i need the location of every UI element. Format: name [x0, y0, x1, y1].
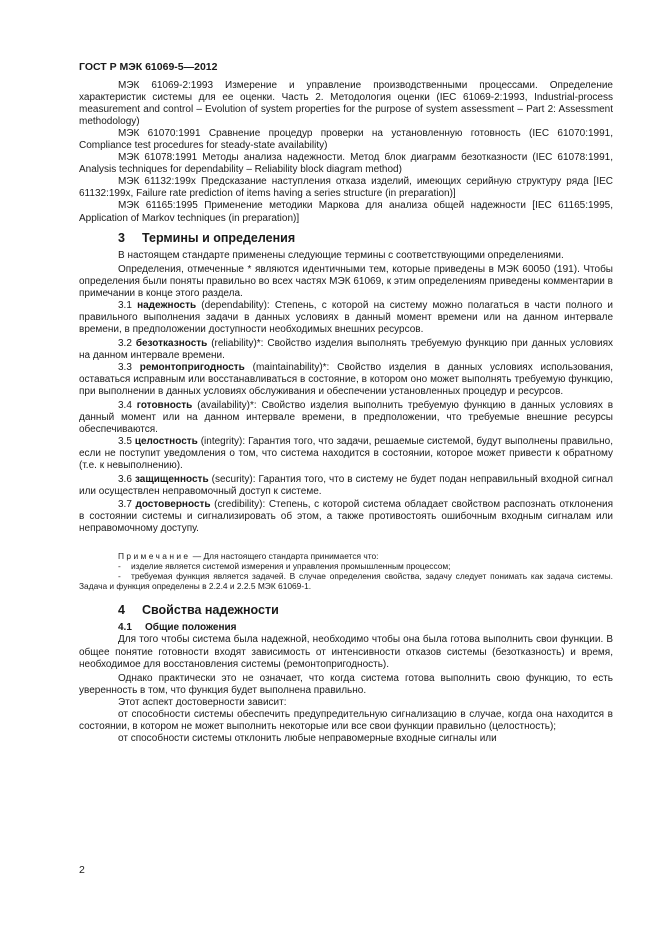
reference-item: МЭК 61069-2:1993 Измерение и управление производственными процессами. Определение характеристик системы для ее оценки. Часть 2. Методология оценки (IEC 61069-2:1993, Industrial-process measurement and control – Evolution of system properties for the purpose of system assessment – Part 2: Assessment methodology): [79, 80, 613, 128]
section-title: Свойства надежности: [142, 603, 279, 618]
term-definition: 3.2 безотказность (reliability)*: Свойство изделия выполнять требуемую функцию при данных условиях на данном интервале времени.: [79, 337, 613, 361]
body-paragraph: от способности системы обеспечить предупредительную сигнализацию в случае, когда она находится в состоянии, в котором не может выполнить некоторые или все свои функции правильно (целостность);: [79, 708, 613, 732]
reference-item: МЭК 61132:199x Предсказание наступления отказа изделий, имеющих серийную структуру ряда [IEC 61132:199x, Failure rate prediction of items having a series structure (in preparation)]: [79, 176, 613, 200]
term-definition: 3.7 достоверность (credibility): Степень, с которой система обладает свойством распознать отклонения в состоянии системы и сигнализировать об этом, а также противостоять ошибочным входным сигналам или неправомочному доступу.: [79, 498, 613, 534]
intro-paragraph: Определения, отмеченные * являются идентичными тем, которые приведены в МЭК 60050 (191). Чтобы определения были поняты правильно во всех частях МЭК 61069, к этим определениям приведены комментарии в примечании в конце этого раздела.: [79, 263, 613, 299]
note-list-item: - изделие является системой измерения и управления промышленным процессом;: [79, 561, 613, 571]
term-definition: 3.5 целостность (integrity): Гарантия того, что задачи, решаемые системой, будут выполнены правильно, если не поступит уведомления о том, что система находится в состоянии, которое может привести к обратному (т.е. к невыполнению).: [79, 436, 613, 472]
term-name: безотказность: [135, 337, 208, 349]
page-number: 2: [79, 864, 85, 876]
body-paragraph: Для того чтобы система была надежной, необходимо чтобы она была готова выполнить свои функции. В общее понятие готовности входят зависимость от интенсивности отказов системы (безотказность) и время, необходимое для восстановления системы (ремонтопригодность).: [79, 634, 613, 670]
intro-paragraph: В настоящем стандарте применены следующие термины с соответствующими определениями.: [118, 249, 564, 261]
section-3-heading: [79, 231, 613, 245]
reference-item: МЭК 61078:1991 Методы анализа надежности. Метод блок диаграмм безотказности (IEC 61078:1991, Analysis techniques for dependability – Reliability block diagram method): [79, 152, 613, 176]
list-dash: -: [118, 560, 121, 571]
body-paragraph: Этот аспект достоверности зависит:: [118, 696, 287, 708]
section-4-heading: [79, 603, 613, 617]
term-definition: 3.4 готовность (availability)*: Свойство изделия выполнить требуемую функцию в данных условиях в данный момент или на данном интервале времени, в предположении, что требуемые внешние ресурсы обеспечиваются.: [79, 400, 614, 436]
reference-item: МЭК 61070:1991 Сравнение процедур проверки на установленную готовность (IEC 61070:1991, Compliance test procedures for steady-state availability): [79, 128, 613, 152]
section-number: 4: [118, 603, 125, 618]
term-name: целостность: [134, 436, 198, 448]
note-list-item: - требуемая функция является задачей. В случае определения свойства, задачу следует понимать как задача системы. Задача и функция определены в 2.2.4 и 2.2.5 МЭК 61069-1.: [79, 571, 613, 592]
term-definition: 3.3 ремонтопригодность (maintainability)*: Свойство изделия в данных условиях использования, оставаться исправным или восстанавливаться в состояние, в котором оно может выполнять требуемую функцию, при выполнении в данных условиях обслуживания и обеспечении установленных процедур и ресурсов.: [79, 361, 614, 398]
list-dash: -: [118, 571, 121, 582]
term-definition: 3.1 надежность (dependability): Степень, с которой на систему можно полагаться в части полного и правильного выполнения задачи в данных условиях в данный момент времени или на данном интервале времени, в предположении доступности необходимых внешних ресурсов.: [79, 299, 614, 335]
section-title: Термины и определения: [142, 230, 296, 245]
subsection-number: 4.1: [118, 622, 132, 634]
subsection-title: Общие положения: [145, 622, 237, 634]
subsection-heading: [79, 622, 613, 634]
term-name: готовность: [136, 400, 193, 412]
term-name: достоверность: [135, 498, 211, 510]
page-content: [79, 80, 613, 745]
section-number: 3: [118, 230, 125, 245]
term-name: надежность: [137, 299, 197, 311]
note-block: [79, 551, 613, 592]
term-name: ремонтопригодность: [139, 361, 245, 373]
reference-item: МЭК 61165:1995 Применение методики Маркова для анализа общей надежности [IEC 61165:1995, Application of Markov techniques (in preparation)]: [79, 200, 613, 224]
term-definition: 3.6 защищенность (security): Гарантия того, что в систему не будет подан неправильный входной сигнал или осуществлен неправомочный доступ к системе.: [79, 474, 614, 498]
term-name: защищенность: [134, 474, 209, 486]
body-paragraph: Однако практически это не означает, что когда система готова выполнить свою функцию, то есть уверенность в том, что функция будет выполнена правильно.: [79, 672, 613, 696]
document-header: ГОСТ Р МЭК 61069-5—2012: [79, 61, 218, 73]
note-label: Примечание: [118, 550, 191, 561]
note-intro: Примечание — Для настоящего стандарта принимается что:: [118, 550, 379, 561]
body-paragraph: от способности системы отклонить любые неправомерные входные сигналы или: [118, 732, 497, 744]
